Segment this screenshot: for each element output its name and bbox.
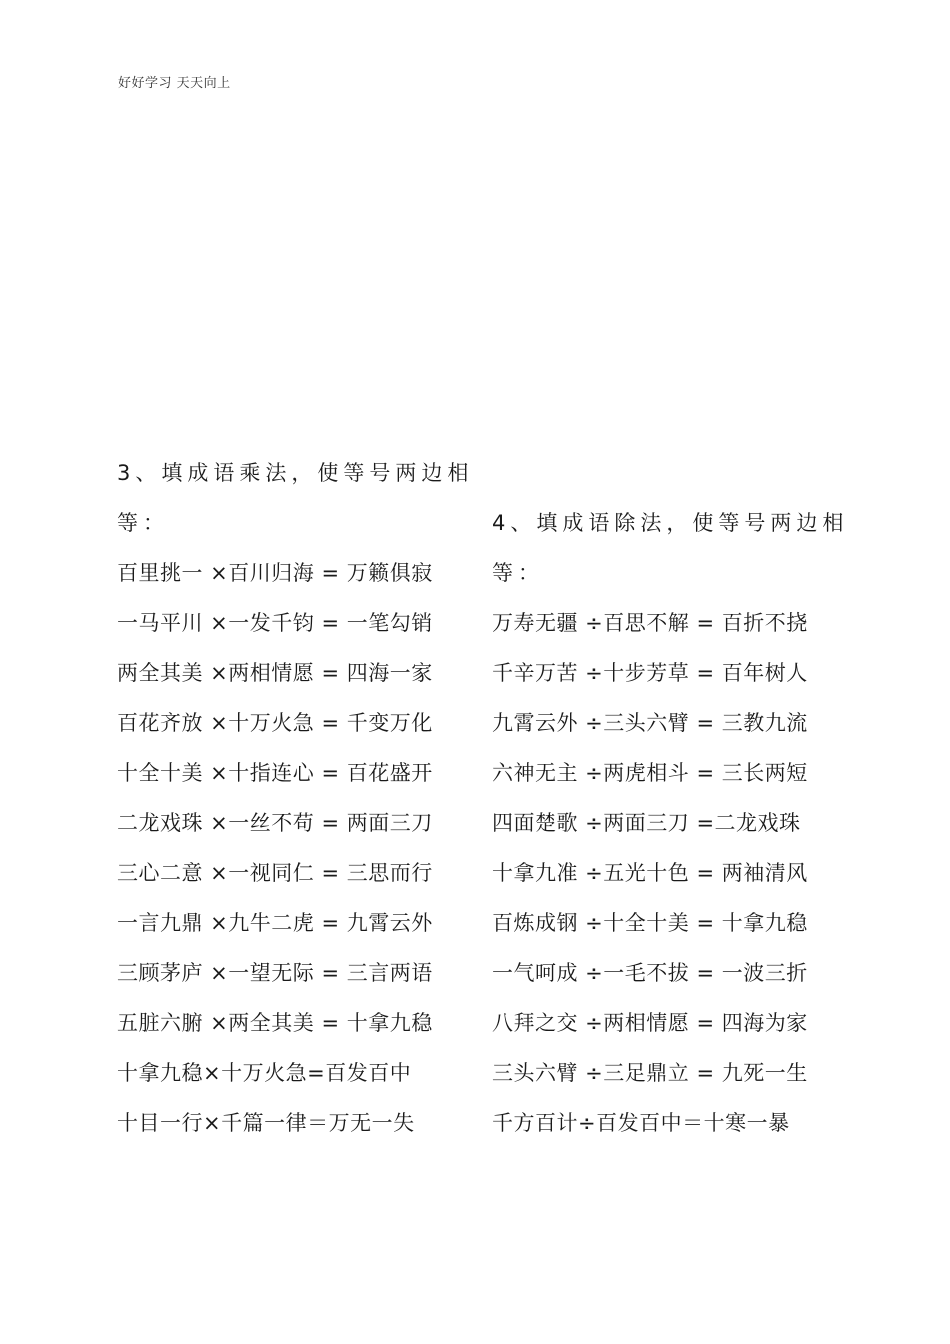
idiom-equation: 二龙戏珠 ×一丝不苟 = 两面三刀 <box>117 811 433 835</box>
idiom-equation: 八拜之交 ÷两相情愿 = 四海为家 <box>492 1011 808 1035</box>
idiom-equation: 十目一行×千篇一律＝万无一失 <box>117 1111 415 1135</box>
section-4-division <box>492 498 849 1148</box>
idiom-equation: 十拿九准 ÷五光十色 = 两袖清风 <box>492 861 808 885</box>
idiom-equation: 九霄云外 ÷三头六臂 = 三教九流 <box>492 711 808 735</box>
idiom-equation: 三顾茅庐 ×一望无际 = 三言两语 <box>117 961 433 985</box>
page-header: 好好学习 天天向上 <box>118 76 231 91</box>
section-3-heading-line1: 3、填成语乘法，使等号两边相 <box>117 461 474 485</box>
idiom-equation: 百里挑一 ×百川归海 = 万籁俱寂 <box>117 561 433 585</box>
idiom-equation: 千辛万苦 ÷十步芳草 = 百年树人 <box>492 661 808 685</box>
idiom-equation: 五脏六腑 ×两全其美 = 十拿九稳 <box>117 1011 433 1035</box>
idiom-equation: 万寿无疆 ÷百思不解 = 百折不挠 <box>492 611 808 635</box>
idiom-equation: 三头六臂 ÷三足鼎立 = 九死一生 <box>492 1061 808 1085</box>
section-4-heading-line2: 等： <box>492 561 544 585</box>
idiom-equation: 百花齐放 ×十万火急 = 千变万化 <box>117 711 433 735</box>
idiom-equation: 一马平川 ×一发千钧 = 一笔勾销 <box>117 611 433 635</box>
idiom-equation: 百炼成钢 ÷十全十美 = 十拿九稳 <box>492 911 808 935</box>
idiom-equation: 一气呵成 ÷一毛不拔 = 一波三折 <box>492 961 808 985</box>
idiom-equation: 三心二意 ×一视同仁 = 三思而行 <box>117 861 433 885</box>
section-4-heading-line1: 4、填成语除法，使等号两边相 <box>492 511 849 535</box>
idiom-equation: 十全十美 ×十指连心 = 百花盛开 <box>117 761 433 785</box>
section-3-heading-line2: 等： <box>117 511 169 535</box>
idiom-equation: 四面楚歌 ÷两面三刀 =二龙戏珠 <box>492 811 801 835</box>
idiom-equation: 千方百计÷百发百中＝十寒一暴 <box>492 1111 790 1135</box>
idiom-equation: 六神无主 ÷两虎相斗 = 三长两短 <box>492 761 808 785</box>
section-3-multiplication <box>117 448 474 1148</box>
idiom-equation: 两全其美 ×两相情愿 = 四海一家 <box>117 661 433 685</box>
idiom-equation: 十拿九稳×十万火急=百发百中 <box>117 1061 412 1085</box>
idiom-equation: 一言九鼎 ×九牛二虎 = 九霄云外 <box>117 911 433 935</box>
